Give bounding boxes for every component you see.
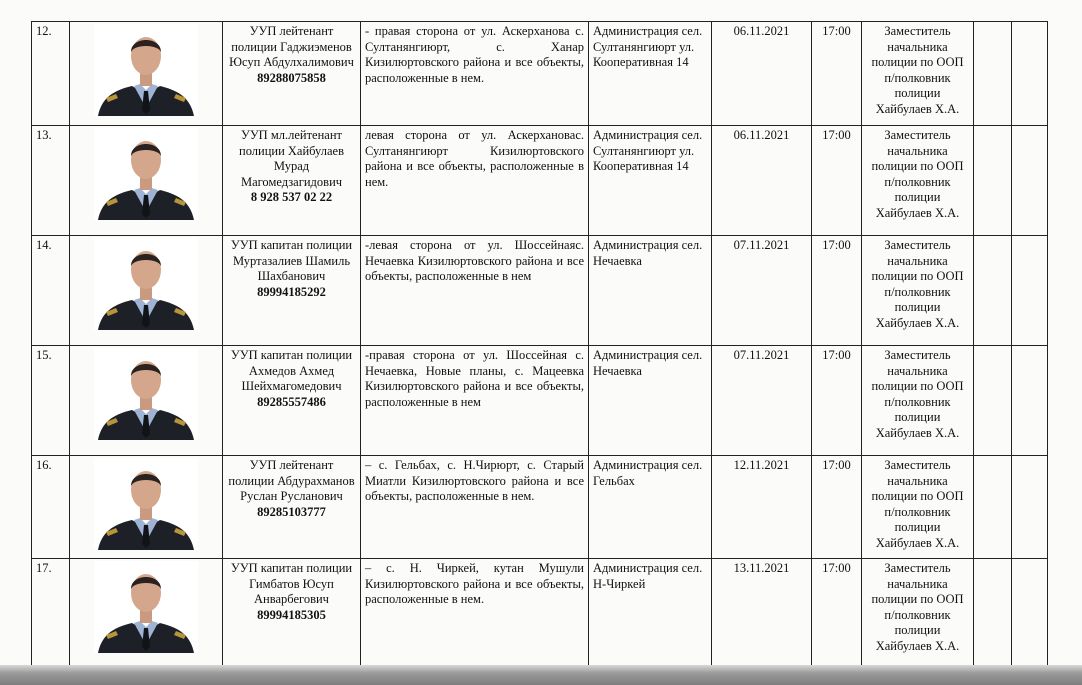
table-row [32,559,1048,672]
officer-photo-image [94,128,198,220]
coverage-area: – с. Н. Чиркей, кутан Мушули Кизилюртовского района и все объекты, расположенные в нем. [361,559,589,672]
table-row [32,456,1048,559]
meeting-time: 17:00 [812,22,862,126]
photo-cell [70,559,223,672]
officer-photo-image [94,458,198,550]
empty-cell [974,126,1012,236]
officer-phone: 89285103777 [257,504,326,519]
officer-name: УУП мл.лейтенант полиции Хайбулаев Мурад Магомедзагидович [239,128,344,189]
photo-cell [70,346,223,456]
meeting-date: 13.11.2021 [712,559,812,672]
row-number: 16. [32,456,70,559]
row-number: 14. [32,236,70,346]
officer-phone: 89994185292 [257,284,326,299]
responsible-officer: Заместитель начальника полиции по ООП п/полковник полиции Хайбулаев Х.А. [862,559,974,672]
empty-cell [1012,22,1048,126]
meeting-date: 12.11.2021 [712,456,812,559]
officer-name: УУП лейтенант полиции Абдурахманов Руслан Русланович [228,458,355,503]
responsible-officer: Заместитель начальника полиции по ООП п/полковник полиции Хайбулаев Х.А. [862,456,974,559]
officer-name: УУП капитан полиции Ахмедов Ахмед Шейхмагомедович [230,348,353,393]
officer-photo [94,128,198,220]
officer-photo-image [94,348,198,440]
officer-photo [94,561,198,653]
meeting-date: 07.11.2021 [712,236,812,346]
officer-phone: 89994185305 [257,607,326,622]
photo-cell [70,456,223,559]
officer-cell [223,126,361,236]
empty-cell [1012,126,1048,236]
coverage-area: левая сторона от ул. Аскерхановас. Султанянгиюрт Кизилюртовского района и все объекты, расположенные в нем. [361,126,589,236]
officer-photo-image [94,238,198,330]
meeting-date: 07.11.2021 [712,346,812,456]
responsible-officer: Заместитель начальника полиции по ООП п/полковник полиции Хайбулаев Х.А. [862,346,974,456]
empty-cell [974,22,1012,126]
meeting-place: Администрация сел. Гельбах [589,456,712,559]
coverage-area: -правая сторона от ул. Шоссейная с. Нечаевка, Новые планы, с. Мацеевка Кизилюртовского района и все объекты, расположенные в нем [361,346,589,456]
meeting-place: Администрация сел. Султанянгиюрт ул. Кооперативная 14 [589,126,712,236]
meeting-place: Администрация сел. Н-Чиркей [589,559,712,672]
responsible-officer: Заместитель начальника полиции по ООП п/полковник полиции Хайбулаев Х.А. [862,236,974,346]
officer-name: УУП лейтенант полиции Гаджиэменов Юсуп Абдулхалимович [229,24,354,69]
meeting-date: 06.11.2021 [712,22,812,126]
coverage-area: – с. Гельбах, с. Н.Чирюрт, с. Старый Миатли Кизилюртовского района и все объекты, расположенные в нем. [361,456,589,559]
meeting-time: 17:00 [812,456,862,559]
officer-phone: 89285557486 [257,394,326,409]
table-row [32,126,1048,236]
empty-cell [974,456,1012,559]
photo-cell [70,126,223,236]
row-number: 15. [32,346,70,456]
empty-cell [1012,236,1048,346]
officer-photo-image [94,24,198,116]
meeting-time: 17:00 [812,559,862,672]
photo-cell [70,22,223,126]
schedule-table [31,21,1048,672]
officer-cell [223,559,361,672]
meeting-time: 17:00 [812,346,862,456]
meeting-place: Администрация сел. Нечаевка [589,346,712,456]
officer-photo [94,24,198,116]
officer-photo [94,238,198,330]
officer-photo-image [94,561,198,653]
empty-cell [974,559,1012,672]
empty-cell [1012,559,1048,672]
officer-cell [223,456,361,559]
row-number: 17. [32,559,70,672]
empty-cell [974,346,1012,456]
officer-cell [223,346,361,456]
officer-phone: 8 928 537 02 22 [250,190,333,204]
officer-phone: 89288075858 [257,70,326,85]
meeting-place: Администрация сел. Нечаевка [589,236,712,346]
officer-cell [223,22,361,126]
coverage-area: -левая сторона от ул. Шоссейнаяс. Нечаевка Кизилюртовского района и все объекты, расположенные в нем [361,236,589,346]
meeting-time: 17:00 [812,236,862,346]
scan-edge-shadow [0,665,1082,685]
empty-cell [1012,456,1048,559]
officer-photo [94,348,198,440]
table-row [32,346,1048,456]
table-row [32,22,1048,126]
responsible-officer: Заместитель начальника полиции по ООП п/полковник полиции Хайбулаев Х.А. [862,126,974,236]
officer-name: УУП капитан полиции Муртазалиев Шамиль Шахбанович [230,238,353,283]
responsible-officer: Заместитель начальника полиции по ООП п/полковник полиции Хайбулаев Х.А. [862,22,974,126]
empty-cell [974,236,1012,346]
meeting-date: 06.11.2021 [712,126,812,236]
empty-cell [1012,346,1048,456]
row-number: 13. [32,126,70,236]
meeting-place: Администрация сел. Султанянгиюрт ул. Кооперативная 14 [589,22,712,126]
meeting-time: 17:00 [812,126,862,236]
coverage-area: - правая сторона от ул. Аскерханова с. Султанянгиюрт, с. Ханар Кизилюртовского района и все объекты, расположенные в нем. [361,22,589,126]
officer-name: УУП капитан полиции Гимбатов Юсуп Анварбегович [230,561,353,606]
row-number: 12. [32,22,70,126]
officer-photo [94,458,198,550]
table-row [32,236,1048,346]
photo-cell [70,236,223,346]
officer-cell [223,236,361,346]
